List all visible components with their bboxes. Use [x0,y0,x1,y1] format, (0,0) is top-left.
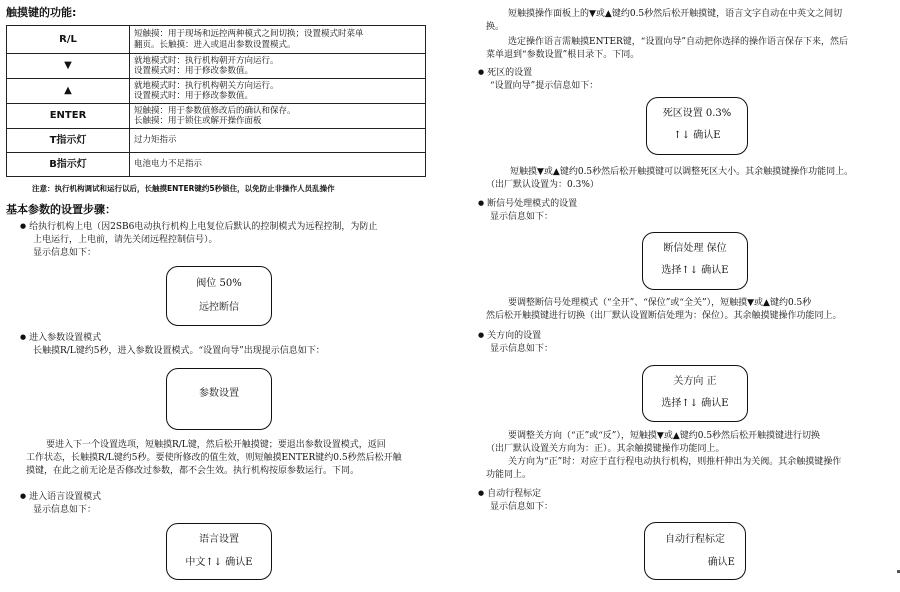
desc-line: 就地模式时：执行机构朝开方向运行。 [134,55,279,66]
paragraph-line: 显示信息如下： [490,344,554,354]
lcd-display-close-direction [642,365,748,422]
lcd-display-deadband [646,97,748,155]
desc-cell [130,129,426,153]
paragraph-line: 功能同上。 [486,470,532,480]
lcd-line: 关方向 正 [673,376,717,387]
lcd-display-language [166,523,272,580]
lcd-line: 死区设置 0.3% [662,108,732,119]
desc-line: 电池电力不足指示 [134,159,203,170]
paragraph-line: 换。 [486,22,505,32]
lcd-line: 断信处理 保位 [663,243,727,254]
lcd-display-param-setup [166,368,272,430]
key-function-table [6,25,426,177]
desc-line: 设置模式时：用于修改参数值。 [134,91,254,101]
paragraph-line: 显示信息如下： [33,505,97,515]
lcd-line: 确认E [707,557,735,568]
paragraph-line: 选定操作语言需触摸ENTER键，“设置向导”自动把你选择的操作语言保存下来，然后 [508,37,848,47]
lcd-line: 远控断信 [199,302,239,313]
lcd-line: 阀位 50% [196,278,242,289]
section-signal-loss: ● 断信号处理模式的设置 [478,198,577,210]
lcd-line: 选择↑↓ 确认E [661,265,729,276]
paragraph-line: 菜单退到“参数设置”根目录下。下同。 [486,50,640,60]
key-cell: ENTER [7,104,130,129]
lcd-line: 参数设置 [199,388,239,399]
lcd-line: 自动行程标定 [665,534,725,545]
lcd-line: 语言设置 [199,534,239,545]
paragraph-line: 显示信息如下： [33,248,97,258]
desc-cell [130,104,426,129]
paragraph-line: 上电运行，上电前，请先关闭远程控制信号）。 [33,235,218,245]
paragraph-line: 长触摸R/L键约5秒，进入参数设置模式。“设置向导”出现提示信息如下： [33,346,325,356]
table-row [7,26,426,54]
table-row [7,153,426,177]
desc-cell [130,153,426,177]
table-row [7,79,426,104]
paragraph-line: 要调整关方向（“正”或“反”），短触摸▼或▲键约0.5秒然后松开触摸键进行切换 [508,431,821,441]
desc-line: 过力矩指示 [134,135,177,146]
key-cell: R/L [7,26,130,54]
paragraph-line: 短触摸▼或▲键约0.5秒然后松开触摸键可以调整死区大小。其余触摸键操作功能同上。 [510,167,854,177]
paragraph-line: 工作状态，长触摸R/L键约5秒。要使所修改的值生效，则短触摸ENTER键约0.5秒然后松开触 [26,453,402,463]
section-auto-stroke: ● 自动行程标定 [478,488,541,500]
lcd-display-signal-loss [642,232,748,290]
key-cell: ▼ [7,54,130,79]
desc-cell [130,54,426,79]
paragraph-line: “设置向导”提示信息如下： [490,81,599,91]
paragraph-line: 短触摸操作面板上的▼或▲键约0.5秒然后松开触摸键，语言文字自动在中英文之间切 [508,9,843,19]
paragraph-line: （出厂默认设置关方向为：正）。其余触摸键操作功能同上。 [486,444,725,454]
lcd-line: 选择↑↓ 确认E [661,398,729,409]
paragraph-line: 关方向为“正”时：对应于直行程电动执行机构，则推杆伸出为关阀。其余触摸键操作 [508,457,842,467]
desc-line: 翻页。长触摸：进入或退出参数设置模式。 [134,39,296,50]
desc-line: 设置模式时：用于修改参数值。 [134,66,254,76]
table-row [7,104,426,129]
step-enter-setup: ● 进入参数设置模式 [20,332,101,344]
desc-line: 就地模式时：执行机构朝关方向运行。 [134,80,279,91]
lcd-display-position [166,266,272,326]
warning-note: 注意：执行机构调试和运行以后，长触摸ENTER键约5秒锁住，以免防止非操作人员乱操作 [32,184,335,193]
section-close-direction: ● 关方向的设置 [478,330,541,342]
paragraph-line: 显示信息如下： [490,212,554,222]
key-cell: B指示灯 [7,153,130,177]
desc-line: 短触摸：用于现场和远控两种模式之间切换；设置模式时菜单 [134,29,364,40]
lcd-display-auto-stroke [644,522,746,580]
section-deadband: ● 死区的设置 [478,67,532,79]
table-row [7,129,426,153]
desc-line: 长触摸：用于锁住或解开操作面板 [134,116,262,126]
key-cell: ▲ [7,79,130,104]
desc-line: 短触摸：用于参数值修改后的确认和保存。 [134,105,296,116]
desc-cell [130,26,426,54]
paragraph-line: 显示信息如下： [490,502,554,512]
step-language: ● 进入语言设置模式 [20,491,101,503]
paragraph-line: 摸键，在此之前无论是否修改过参数，都不会生效。执行机构按原参数运行。下同。 [26,466,360,476]
paragraph-line: 要进入下一个设置选项，短触摸R/L键，然后松开触摸键；要退出参数设置模式，返回 [46,440,386,450]
table-row [7,54,426,79]
paragraph-line: 然后松开触摸键进行切换（出厂默认设置断信处理为：保位）。其余触摸键操作功能同上。 [486,311,842,321]
paragraph-line: 要调整断信号处理模式（“全开”、“保位”或“全关”），短触摸▼或▲键约0.5秒 [508,298,812,308]
lcd-line: ↑↓ 确认E [673,130,721,141]
key-cell: T指示灯 [7,129,130,153]
step-power-on: ● 给执行机构上电（因2SB6电动执行机构上电复位后默认的控制模式为远程控制，为防止 [20,221,377,233]
paragraph-line: （出厂默认设置为：0.3%） [486,180,599,190]
touch-keys-heading: 触摸键的功能: [6,6,77,19]
lcd-line: 中文↑↓ 确认E [185,557,253,568]
setup-heading: 基本参数的设置步骤： [6,203,116,216]
desc-cell [130,79,426,104]
